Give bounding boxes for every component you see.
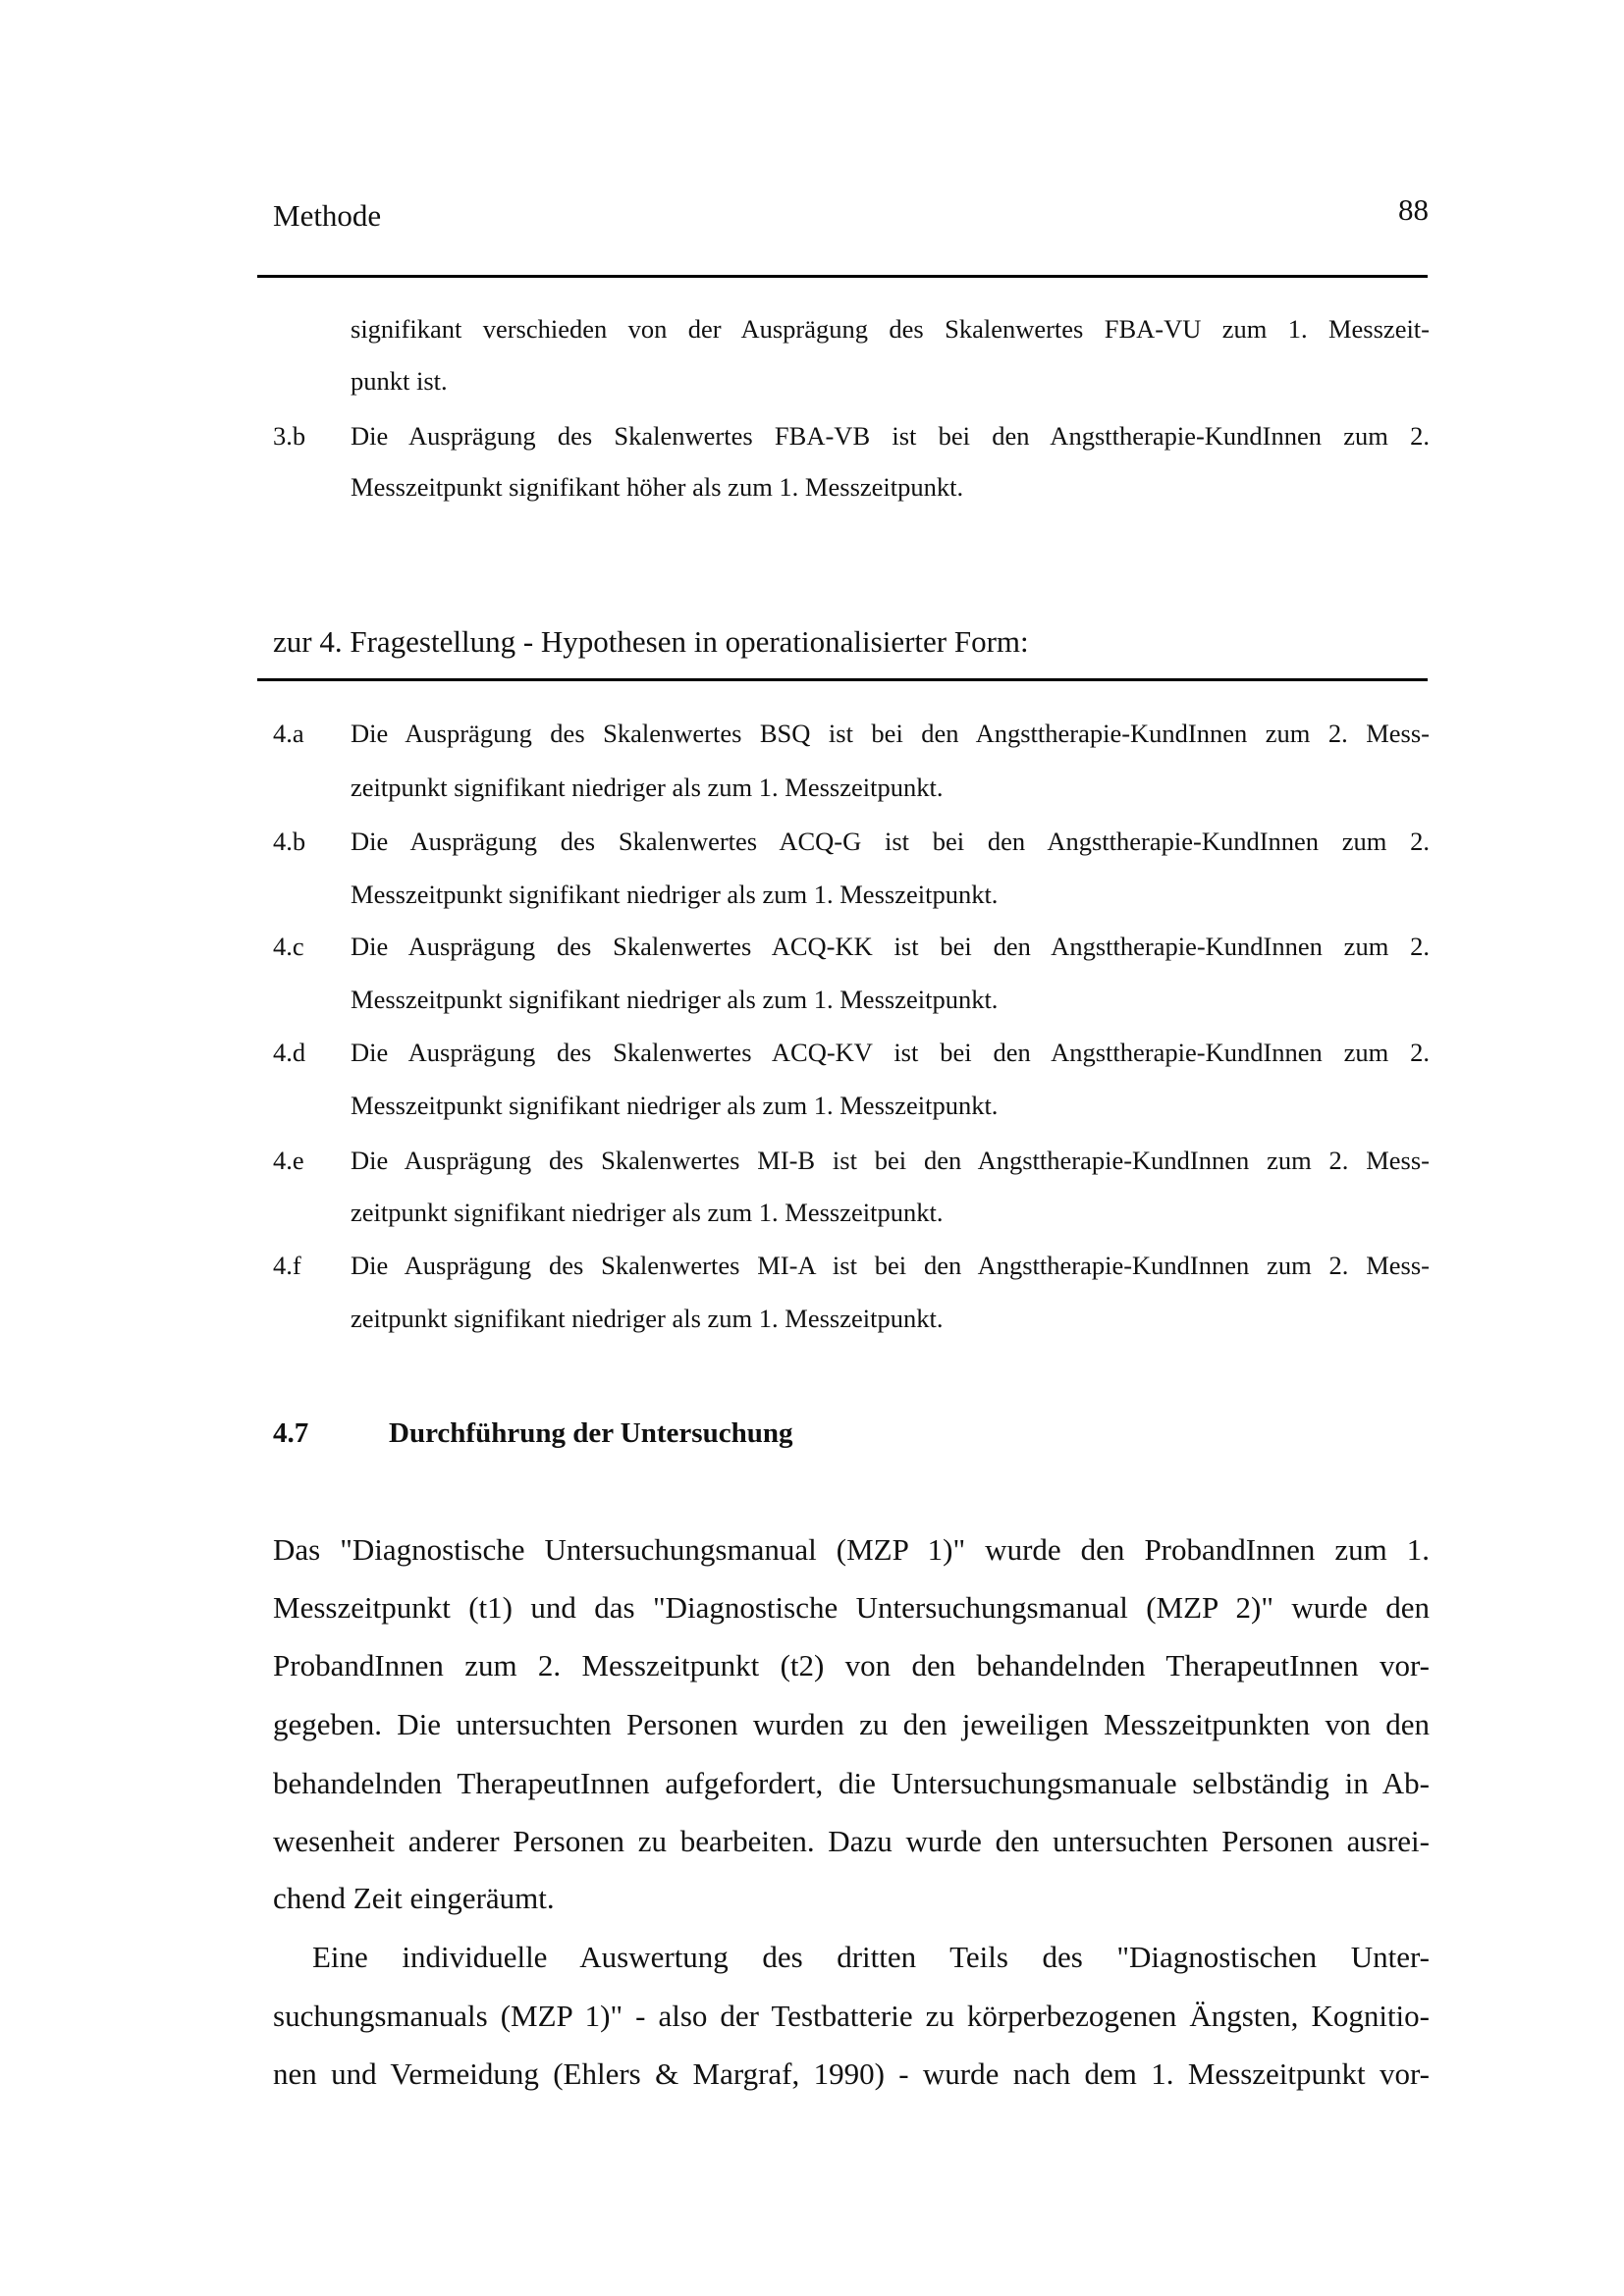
subheading: zur 4. Fragestellung - Hypothesen in operationalisierter Form: [273, 624, 1029, 659]
text-line: Die Ausprägung des Skalenwertes MI-A ist bei den Angsttherapie-KundInnen zum 2. Mess- [351, 1251, 1430, 1280]
item-label: 4.e [273, 1146, 304, 1175]
item-label: 4.d [273, 1038, 306, 1067]
text-line: Die Ausprägung des Skalenwertes ACQ-KK ist bei den Angsttherapie-KundInnen zum 2. [351, 932, 1430, 961]
header-rule [257, 275, 1428, 278]
paragraph-line: behandelnden TherapeutInnen aufgefordert, die Untersuchungsmanuale selbständig in Ab- [273, 1766, 1430, 1800]
text-line: Die Ausprägung des Skalenwertes MI-B ist bei den Angsttherapie-KundInnen zum 2. Mess- [351, 1146, 1430, 1175]
paragraph-line: nen und Vermeidung (Ehlers & Margraf, 1990) - wurde nach dem 1. Messzeitpunkt vor- [273, 2056, 1430, 2091]
text-line: Die Ausprägung des Skalenwertes ACQ-G ist bei den Angsttherapie-KundInnen zum 2. [351, 827, 1430, 856]
text-line: signifikant verschieden von der Ausprägung des Skalenwertes FBA-VU zum 1. Messzeit- [351, 314, 1430, 344]
subheading-rule [257, 678, 1428, 681]
text-line: Messzeitpunkt signifikant höher als zum 1. Messzeitpunkt. [351, 472, 964, 502]
running-header-section: Methode [273, 198, 382, 233]
section-number: 4.7 [273, 1417, 309, 1449]
text-line: zeitpunkt signifikant niedriger als zum 1. Messzeitpunkt. [351, 1304, 944, 1333]
paragraph-line: wesenheit anderer Personen zu bearbeiten. Dazu wurde den untersuchten Personen ausrei- [273, 1824, 1430, 1858]
paragraph-line: suchungsmanuals (MZP 1)" - also der Testbatterie zu körperbezogenen Ängsten, Kognitio- [273, 1999, 1430, 2033]
item-label: 4.f [273, 1251, 301, 1280]
text-line: Messzeitpunkt signifikant niedriger als zum 1. Messzeitpunkt. [351, 880, 999, 909]
section-title: Durchführung der Untersuchung [389, 1417, 793, 1449]
item-label: 4.c [273, 932, 304, 961]
text-line: Messzeitpunkt signifikant niedriger als zum 1. Messzeitpunkt. [351, 1091, 999, 1120]
text-line: Die Ausprägung des Skalenwertes FBA-VB ist bei den Angsttherapie-KundInnen zum 2. [351, 421, 1430, 451]
paragraph-line: Messzeitpunkt (t1) und das "Diagnostische Untersuchungsmanual (MZP 2)" wurde den [273, 1590, 1430, 1625]
text-line: zeitpunkt signifikant niedriger als zum 1. Messzeitpunkt. [351, 773, 944, 802]
paragraph-line: chend Zeit eingeräumt. [273, 1881, 555, 1915]
text-line: Messzeitpunkt signifikant niedriger als zum 1. Messzeitpunkt. [351, 985, 999, 1014]
item-label: 3.b [273, 421, 306, 451]
paragraph-line: Das "Diagnostische Untersuchungsmanual (MZP 1)" wurde den ProbandInnen zum 1. [273, 1532, 1430, 1567]
text-line: Die Ausprägung des Skalenwertes ACQ-KV ist bei den Angsttherapie-KundInnen zum 2. [351, 1038, 1430, 1067]
text-line: Die Ausprägung des Skalenwertes BSQ ist bei den Angsttherapie-KundInnen zum 2. Mess- [351, 719, 1430, 748]
item-label: 4.a [273, 719, 304, 748]
text-line: punkt ist. [351, 366, 448, 396]
text-line: zeitpunkt signifikant niedriger als zum 1. Messzeitpunkt. [351, 1198, 944, 1227]
item-label: 4.b [273, 827, 306, 856]
paragraph-line: ProbandInnen zum 2. Messzeitpunkt (t2) von den behandelnden TherapeutInnen vor- [273, 1648, 1430, 1682]
paragraph-line: gegeben. Die untersuchten Personen wurden zu den jeweiligen Messzeitpunkten von den [273, 1707, 1430, 1741]
page-number: 88 [1398, 192, 1429, 227]
paragraph-line: Eine individuelle Auswertung des dritten Teils des "Diagnostischen Unter- [312, 1940, 1430, 1974]
